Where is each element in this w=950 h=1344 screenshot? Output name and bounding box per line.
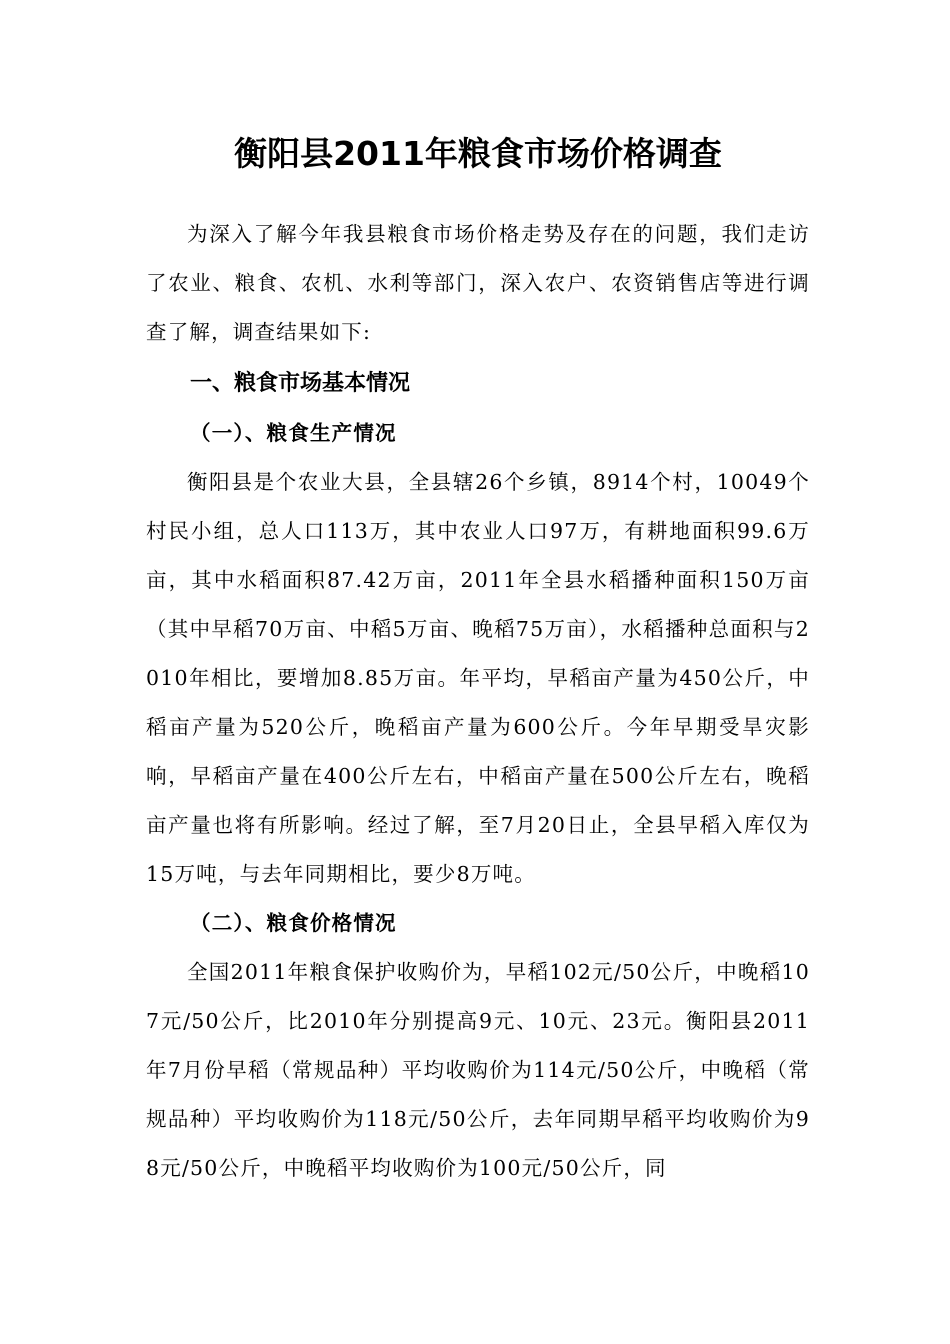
production-paragraph: 衡阳县是个农业大县，全县辖26个乡镇，8914个村，10049个村民小组，总人口113万，其中农业人口97万，有耕地面积99.6万亩，其中水稻面积87.42万亩，2011年全县水稻播种面积150万亩（其中早稻70万亩、中稻5万亩、晚稻75万亩），水稻播种总面积与2010年相比，要增加8.85万亩。年平均，早稻亩产量为450公斤，中稻亩产量为520公斤，晚稻亩产量为600公斤。今年早期受旱灾影响，早稻亩产量在400公斤左右，中稻亩产量在500公斤左右，晚稻亩产量也将有所影响。经过了解，至7月20日止，全县早稻入库仅为15万吨，与去年同期相比，要少8万吨。 <box>146 470 810 886</box>
subsection-heading-price: （二）、粮食价格情况 <box>190 911 397 935</box>
section-heading-1: 一、粮食市场基本情况 <box>190 371 411 396</box>
price-paragraph: 全国2011年粮食保护收购价为，早稻102元/50公斤，中晚稻107元/50公斤，比2010年分别提高9元、10元、23元。衡阳县2011年7月份早稻（常规品种）平均收购价为114元/50公斤，中晚稻（常规品种）平均收购价为118元/50公斤，去年同期早稻平均收购价为98元/50公斤，中晚稻平均收购价为100元/50公斤，同 <box>146 960 810 1180</box>
subsection-heading-production: （一）、粮食生产情况 <box>190 421 397 445</box>
intro-paragraph: 为深入了解今年我县粮食市场价格走势及存在的问题，我们走访了农业、粮食、农机、水利等部门，深入农户、农资销售店等进行调查了解，调查结果如下: <box>146 222 810 344</box>
document-title: 衡阳县2011年粮食市场价格调查 <box>234 134 722 173</box>
